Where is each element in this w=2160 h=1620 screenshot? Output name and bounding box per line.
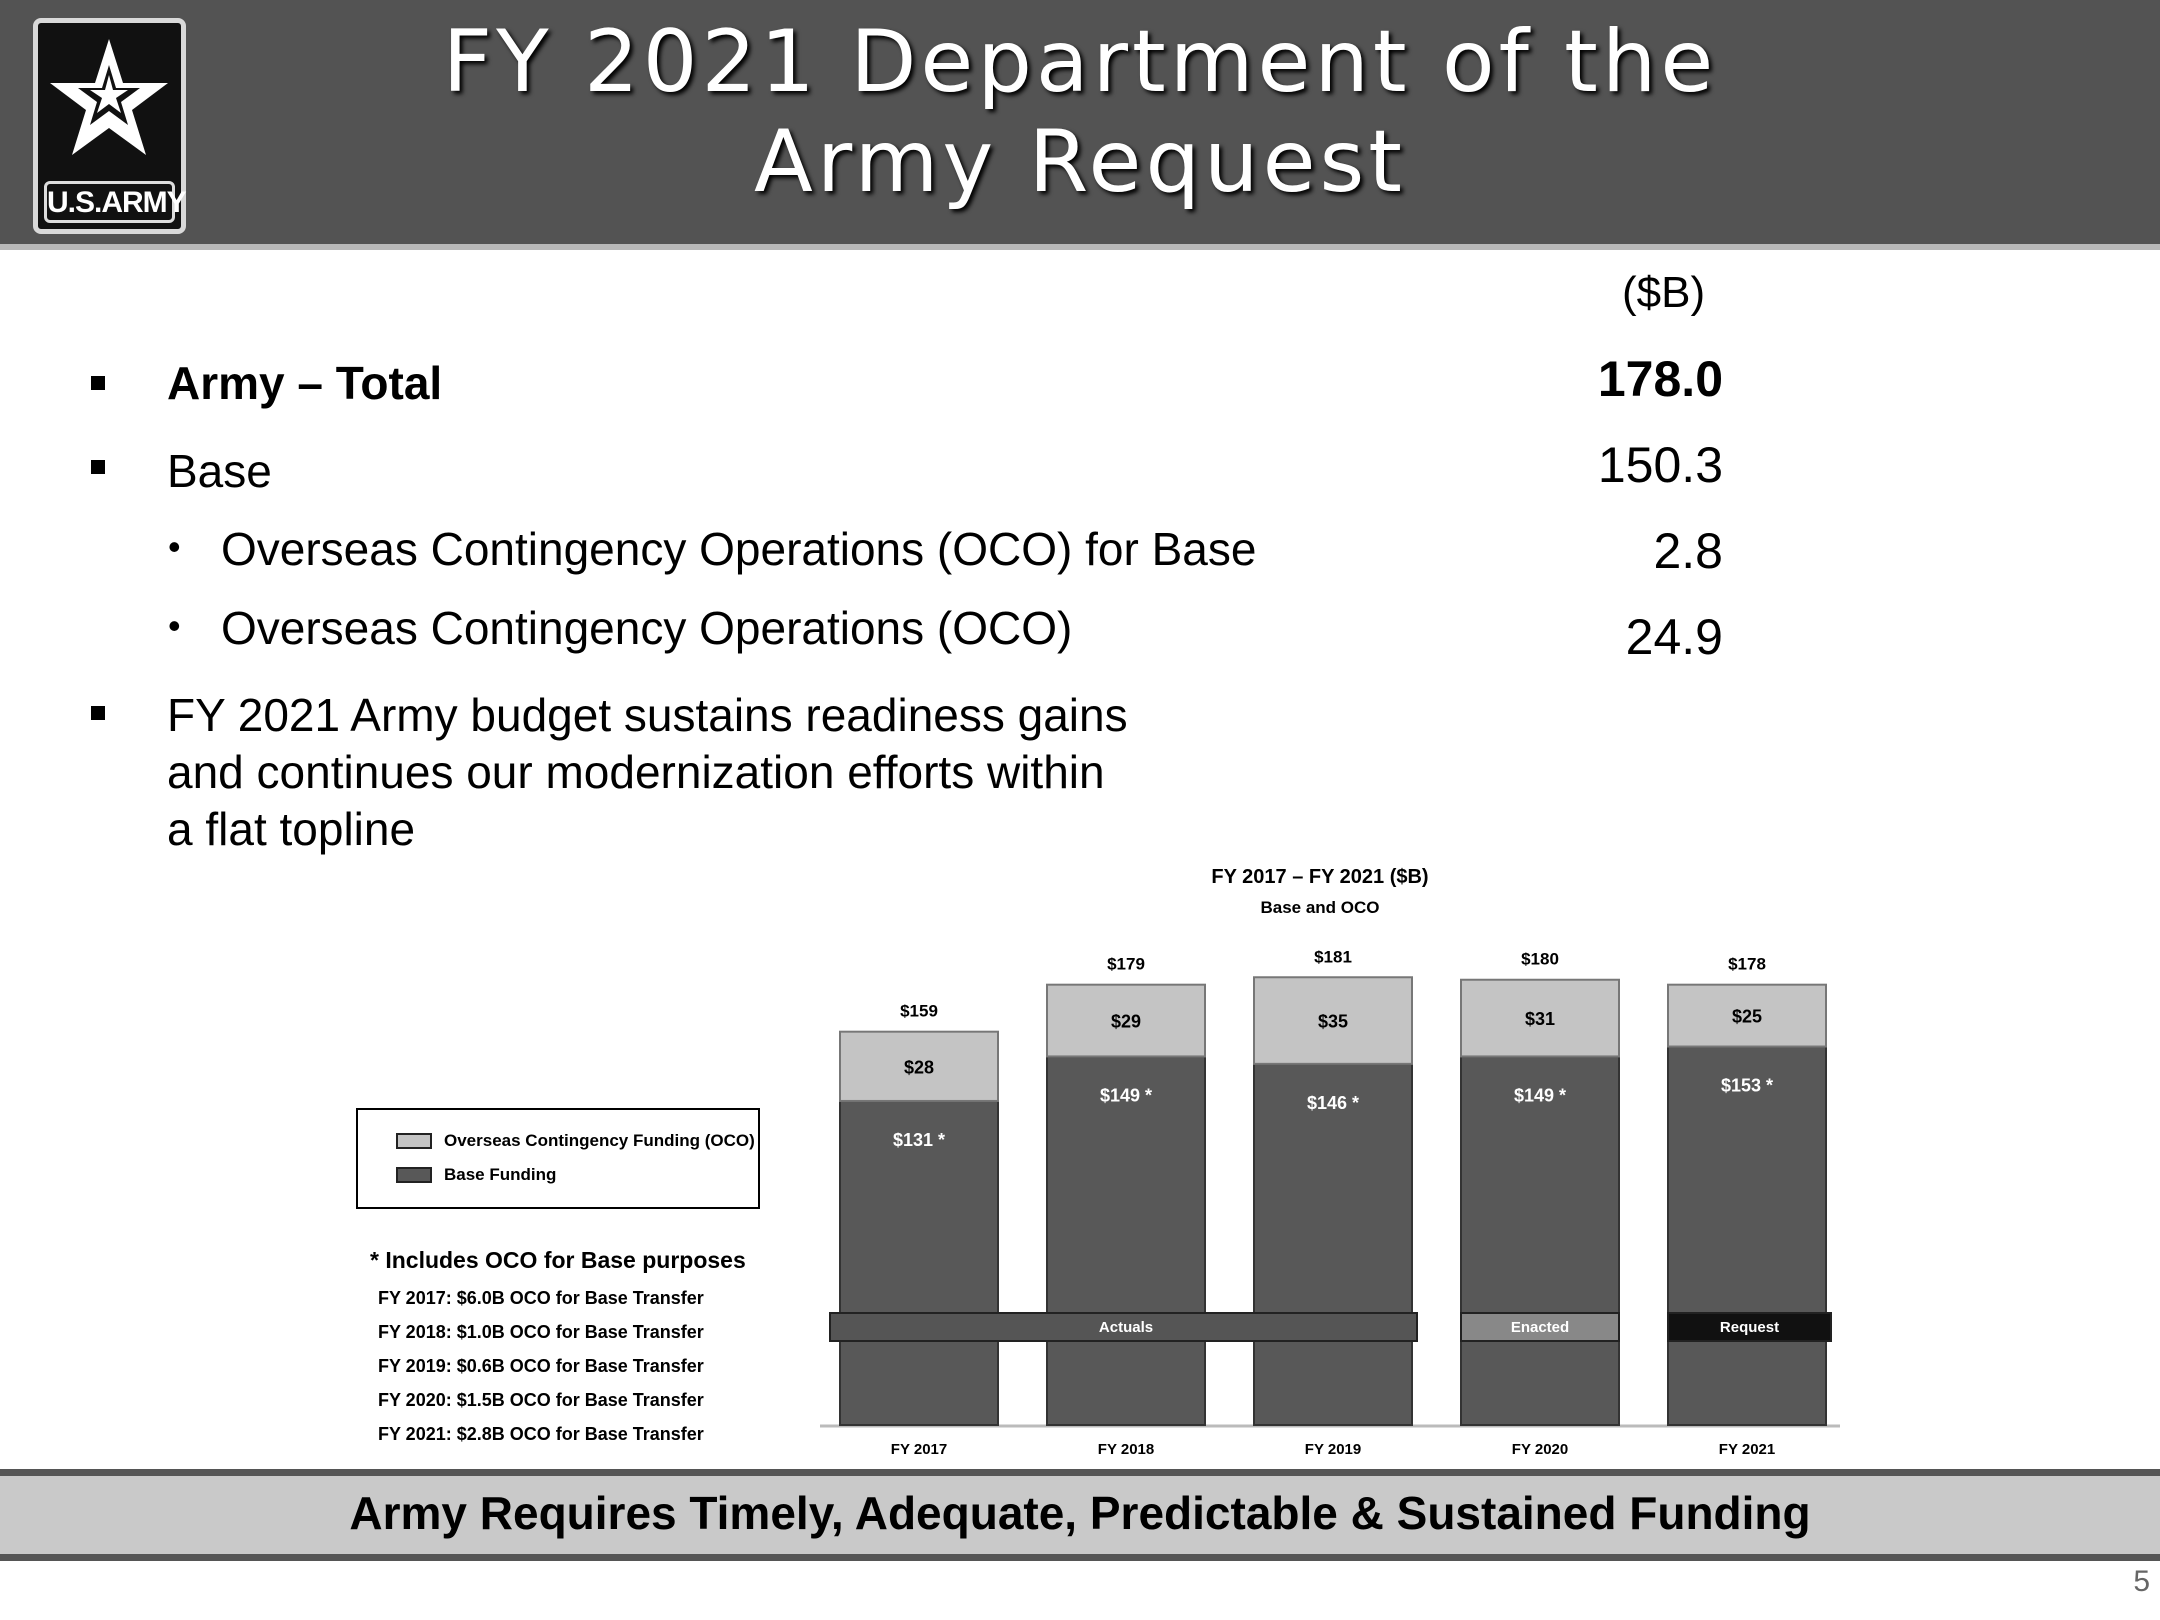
bar-base-4 xyxy=(1461,1056,1619,1425)
summary-line-1: FY 2021 Army budget sustains readiness gains xyxy=(167,689,1128,741)
item-army-total-value: 178.0 xyxy=(1597,351,1723,407)
square-bullet-icon xyxy=(91,460,105,474)
summary-line-2: and continues our modernization efforts within xyxy=(167,746,1105,798)
notes-heading: * Includes OCO for Base purposes xyxy=(370,1247,746,1273)
bar-base-label: $153 * xyxy=(1720,1075,1774,1096)
bar-base-label: $146 * xyxy=(1306,1092,1360,1113)
item-army-total-label: Army – Total xyxy=(167,357,443,409)
legend-swatch-base xyxy=(396,1167,432,1183)
army-logo xyxy=(33,18,186,234)
chart-legend xyxy=(356,1108,760,1209)
bar-oco-label: $28 xyxy=(903,1057,935,1078)
summary-paragraph xyxy=(167,687,1267,858)
item-oco-label: Overseas Contingency Operations (OCO) xyxy=(221,602,1073,654)
bar-oco-label: $35 xyxy=(1317,1011,1349,1032)
bar-base-2 xyxy=(1047,1056,1205,1425)
x-tick-label: FY 2019 xyxy=(1304,1441,1362,1458)
title-line-2: Army Request xyxy=(753,112,1406,212)
bar-total-label: $179 xyxy=(1107,954,1145,974)
note-line: FY 2021: $2.8B OCO for Base Transfer xyxy=(378,1424,704,1444)
footer-banner xyxy=(0,1469,2160,1561)
bar-total-label: $180 xyxy=(1521,949,1559,969)
note-line: FY 2019: $0.6B OCO for Base Transfer xyxy=(378,1356,704,1376)
item-oco-for-base-label: Overseas Contingency Operations (OCO) for Base xyxy=(221,523,1257,575)
unit-label: ($B) xyxy=(1622,268,1706,317)
round-bullet-icon: • xyxy=(168,605,181,646)
bar-base-label: $149 * xyxy=(1513,1085,1567,1106)
band-label: Actuals xyxy=(1098,1319,1154,1336)
item-base-label: Base xyxy=(167,445,272,497)
legend-label-oco: Overseas Contingency Funding (OCO) xyxy=(444,1131,755,1150)
bar-base-5 xyxy=(1668,1047,1826,1425)
square-bullet-icon xyxy=(91,706,105,720)
budget-bar-chart xyxy=(820,940,1850,1460)
page-title xyxy=(230,12,1930,212)
bar-oco-label: $25 xyxy=(1731,1006,1763,1027)
note-line: FY 2017: $6.0B OCO for Base Transfer xyxy=(378,1288,704,1308)
x-tick-label: FY 2020 xyxy=(1511,1441,1569,1458)
item-oco-value: 24.9 xyxy=(1625,609,1723,665)
bar-oco-label: $31 xyxy=(1524,1009,1556,1030)
round-bullet-icon: • xyxy=(168,526,181,567)
page-number: 5 xyxy=(2133,1565,2150,1598)
note-line: FY 2018: $1.0B OCO for Base Transfer xyxy=(378,1322,704,1342)
bar-base-3 xyxy=(1254,1064,1412,1425)
legend-swatch-oco xyxy=(396,1133,432,1149)
x-tick-label: FY 2021 xyxy=(1718,1441,1776,1458)
chart-subtitle: Base and OCO xyxy=(1260,898,1380,917)
item-oco-for-base-value: 2.8 xyxy=(1653,523,1723,579)
legend-item-base xyxy=(396,1164,556,1186)
title-banner xyxy=(0,0,2160,250)
square-bullet-icon xyxy=(91,376,105,390)
legend-label-base: Base Funding xyxy=(444,1165,557,1184)
title-line-1: FY 2021 Department of the xyxy=(442,12,1718,112)
logo-text: U.S.ARMY xyxy=(44,181,175,223)
bar-total-label: $181 xyxy=(1314,947,1352,967)
bar-total-label: $159 xyxy=(900,1001,938,1021)
star-icon xyxy=(46,31,173,171)
band-label: Request xyxy=(1719,1319,1780,1336)
bar-base-label: $131 * xyxy=(892,1129,946,1150)
note-line: FY 2020: $1.5B OCO for Base Transfer xyxy=(378,1390,704,1410)
bar-total-label: $178 xyxy=(1728,954,1766,974)
chart-title: FY 2017 – FY 2021 ($B) xyxy=(1211,866,1429,888)
x-tick-label: FY 2018 xyxy=(1097,1441,1155,1458)
item-base-value: 150.3 xyxy=(1597,437,1723,493)
footer-text: Army Requires Timely, Adequate, Predictable & Sustained Funding xyxy=(349,1487,1811,1539)
x-tick-label: FY 2017 xyxy=(890,1441,948,1458)
summary-line-3: a flat topline xyxy=(167,803,416,855)
bar-base-label: $149 * xyxy=(1099,1085,1153,1106)
bar-oco-label: $29 xyxy=(1110,1011,1142,1032)
band-label: Enacted xyxy=(1510,1319,1570,1336)
legend-item-oco xyxy=(396,1130,755,1152)
